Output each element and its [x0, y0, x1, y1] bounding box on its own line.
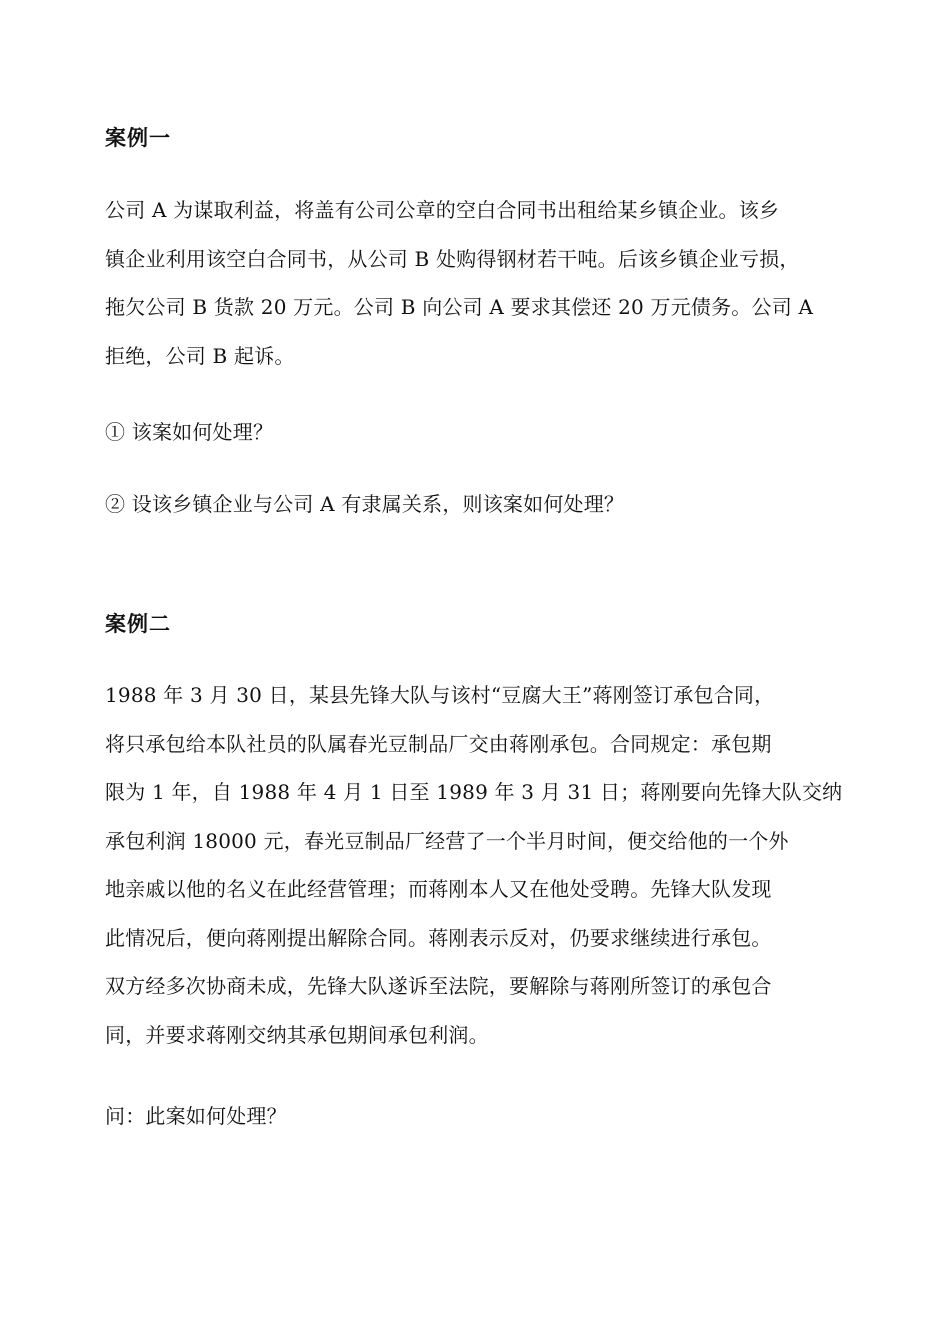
case1-line-3: 拖欠公司 B 货款 20 万元。公司 B 向公司 A 要求其偿还 20 万元债务。公司 A: [105, 295, 814, 319]
case1-question-2-block: [105, 480, 855, 529]
case2-question-block: [105, 1092, 855, 1141]
case2-section: [105, 612, 855, 636]
case1-paragraph: [105, 186, 855, 380]
case2-line-6: 此情况后，便向蒋刚提出解除合同。蒋刚表示反对，仍要求继续进行承包。: [105, 925, 772, 950]
case2-line-8: 同，并要求蒋刚交纳其承包期间承包利润。: [105, 1022, 489, 1047]
case2-question: 问：此案如何处理？: [105, 1104, 287, 1128]
case2-line-3: 限为 1 年，自 1988 年 4 月 1 日至 1989 年 3 月 31 日；蒋刚要向先锋大队交纳: [105, 780, 843, 804]
case1-line-1: 公司 A 为谋取利益，将盖有公司公章的空白合同书出租给某乡镇企业。该乡: [105, 198, 780, 222]
case1-question-1: ① 该案如何处理？: [105, 420, 274, 444]
case1-question-2: ② 设该乡镇企业与公司 A 有隶属关系，则该案如何处理？: [105, 492, 625, 516]
case2-line-7: 双方经多次协商未成，先锋大队遂诉至法院，要解除与蒋刚所签订的承包合: [105, 974, 772, 998]
case2-line-1: 1988 年 3 月 30 日，某县先锋大队与该村“豆腐大王”蒋刚签订承包合同，: [105, 683, 775, 707]
case2-paragraph: [105, 671, 855, 1059]
case1-section: [105, 126, 855, 150]
case2-title: 案例二: [105, 612, 171, 636]
case1-body: [105, 186, 855, 380]
case2-line-4: 承包利润 18000 元，春光豆制品厂经营了一个半月时间，便交给他的一个外: [105, 828, 789, 853]
case1-title: 案例一: [105, 126, 171, 150]
case2-line-2: 将只承包给本队社员的队属春光豆制品厂交由蒋刚承包。合同规定：承包期: [105, 731, 772, 756]
case2-body: [105, 671, 855, 1059]
case1-question-1-block: [105, 408, 855, 457]
case1-line-2: 镇企业利用该空白合同书，从公司 B 处购得钢材若干吨。后该乡镇企业亏损，: [105, 246, 800, 271]
case1-line-4: 拒绝，公司 B 起诉。: [105, 343, 295, 368]
case2-line-5: 地亲戚以他的名义在此经营管理；而蒋刚本人又在他处受聘。先锋大队发现: [105, 877, 772, 901]
